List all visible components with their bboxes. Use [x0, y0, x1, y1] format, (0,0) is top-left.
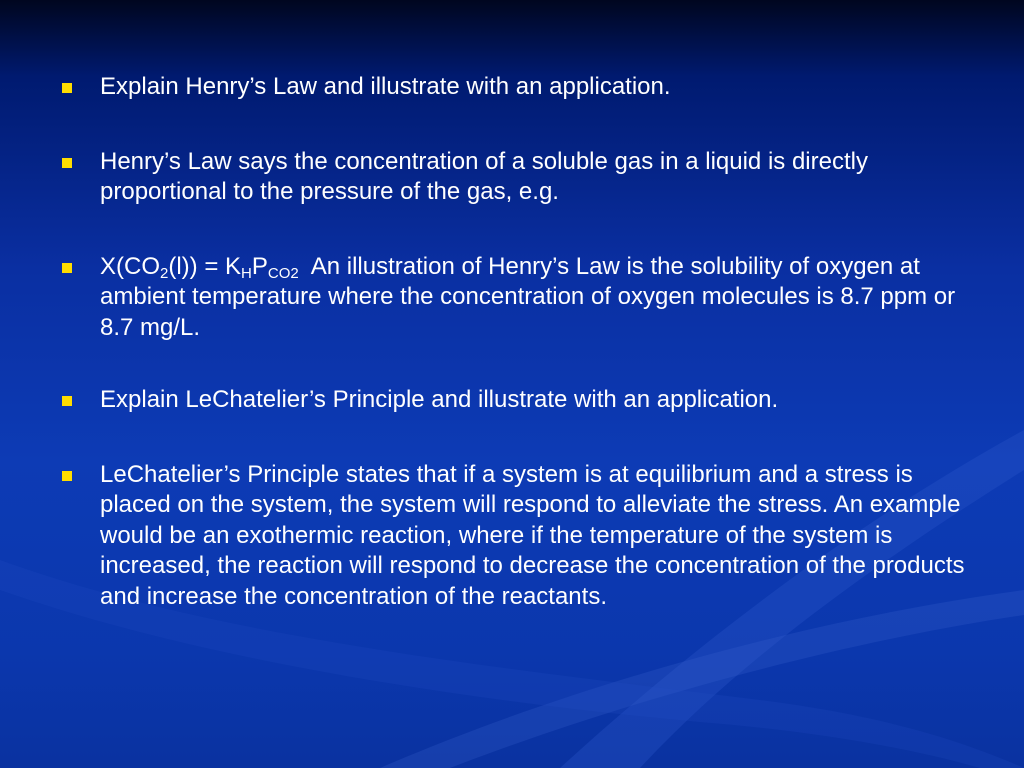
bullet-marker-icon — [62, 396, 72, 406]
bullet-text: Henry’s Law says the concentration of a soluble gas in a liquid is directly proportional to the pressure of the gas, e.g. — [100, 147, 868, 205]
bullet-item — [62, 460, 982, 613]
bullet-text: An illustration of Henry’s Law is the solubility of oxygen at ambient temperature where the concentration of oxygen molecules is 8.7 ppm or 8.7 mg/L. — [100, 252, 956, 341]
formula-subscript: H — [241, 264, 252, 282]
bullet-item — [62, 147, 982, 208]
bullet-text: Explain LeChatelier’s Principle and illustrate with an application. — [100, 386, 779, 413]
formula-text: P — [251, 252, 268, 280]
bullet-item — [62, 252, 982, 344]
bullet-item — [62, 385, 982, 416]
bullet-text: Explain Henry’s Law and illustrate with an application. — [100, 73, 671, 100]
bullet-marker-icon — [62, 158, 72, 168]
bullet-text: LeChatelier’s Principle states that if a system is at equilibrium and a stress is placed on the system, the system will respond to alleviate the stress. An example would be an exothermic reaction, where if the temperature of the system is increased, the reaction will respond to decrease the concentration of the products and increase the concentration of the reactants. — [100, 460, 965, 610]
bullet-list — [62, 72, 982, 656]
bullet-marker-icon — [62, 471, 72, 481]
bullet-marker-icon — [62, 83, 72, 93]
formula-text: (l)) = K — [168, 252, 242, 280]
henry-law-formula — [100, 253, 299, 280]
formula-subscript: CO2 — [267, 264, 299, 282]
bullet-marker-icon — [62, 263, 72, 273]
formula-subscript: 2 — [160, 264, 169, 282]
bullet-item — [62, 72, 982, 103]
formula-text: X(CO — [100, 252, 160, 280]
